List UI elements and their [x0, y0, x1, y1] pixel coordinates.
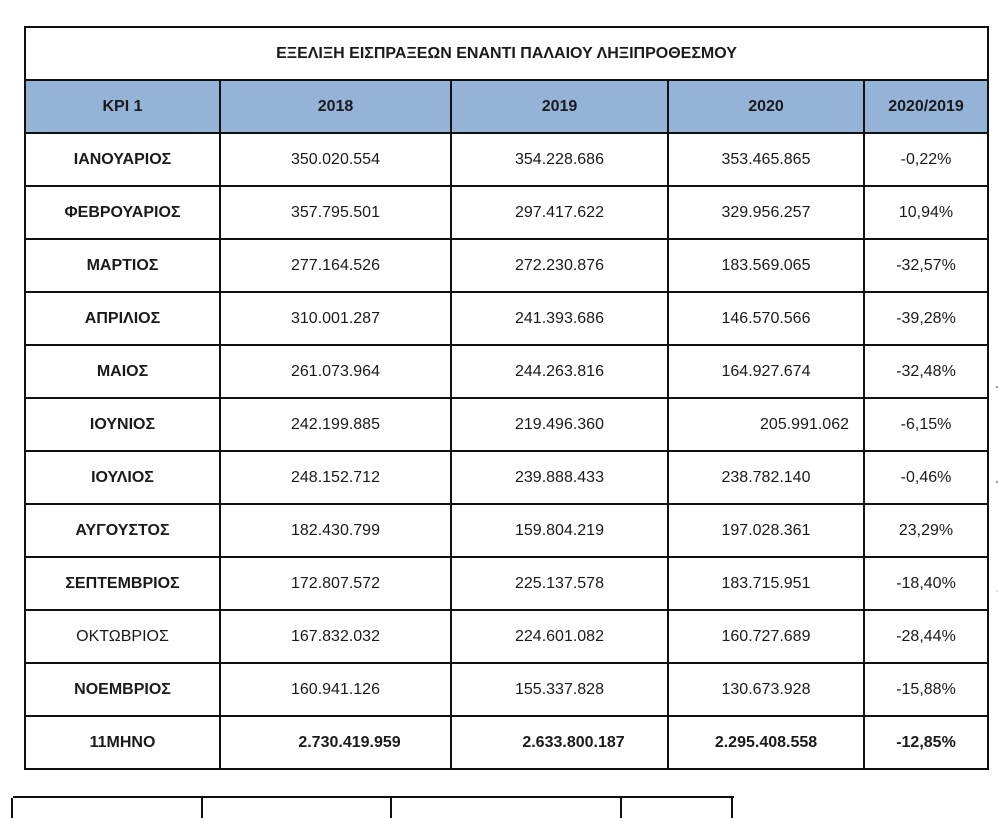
value-2018: 182.430.799	[220, 504, 451, 557]
month-label: ΙΟΥΝΙΟΣ	[25, 398, 220, 451]
table-row	[25, 610, 988, 663]
total-2020: 2.295.408.558	[668, 716, 864, 769]
value-change: -32,57%	[864, 239, 988, 292]
total-label: 11ΜΗΝΟ	[25, 716, 220, 769]
value-2018: 277.164.526	[220, 239, 451, 292]
value-2020: 353.465.865	[668, 133, 864, 186]
title-row	[25, 27, 988, 80]
value-change: -0,46%	[864, 451, 988, 504]
month-label: ΟΚΤΩΒΡΙΟΣ	[25, 610, 220, 663]
divider	[731, 798, 733, 818]
value-2020: 197.028.361	[668, 504, 864, 557]
table-row	[25, 292, 988, 345]
table-row	[25, 663, 988, 716]
header-2020: 2020	[668, 80, 864, 133]
value-change: -0,22%	[864, 133, 988, 186]
collections-table	[24, 26, 989, 770]
total-2019: 2.633.800.187	[451, 716, 668, 769]
value-2019: 244.263.816	[451, 345, 668, 398]
table-title: ΕΞΕΛΙΞΗ ΕΙΣΠΡΑΞΕΩΝ ΕΝΑΝΤΙ ΠΑΛΑΙΟΥ ΛΗΞΙΠΡΟΘΕΣΜΟΥ	[25, 27, 988, 80]
total-change: -12,85%	[864, 716, 988, 769]
month-label: ΑΥΓΟΥΣΤΟΣ	[25, 504, 220, 557]
value-2018: 242.199.885	[220, 398, 451, 451]
value-2018: 172.807.572	[220, 557, 451, 610]
header-kpi: KPI 1	[25, 80, 220, 133]
table-row	[25, 345, 988, 398]
value-2019: 219.496.360	[451, 398, 668, 451]
table-row	[25, 239, 988, 292]
value-change: -15,88%	[864, 663, 988, 716]
header-row	[25, 80, 988, 133]
value-2019: 297.417.622	[451, 186, 668, 239]
value-2020: 160.727.689	[668, 610, 864, 663]
table-row	[25, 186, 988, 239]
month-label: ΣΕΠΤΕΜΒΡΙΟΣ	[25, 557, 220, 610]
header-2018: 2018	[220, 80, 451, 133]
table-row	[25, 504, 988, 557]
value-2019: 155.337.828	[451, 663, 668, 716]
table-row	[25, 398, 988, 451]
value-2020: 183.715.951	[668, 557, 864, 610]
month-label: ΝΟΕΜΒΡΙΟΣ	[25, 663, 220, 716]
table-row	[25, 451, 988, 504]
value-2020: 183.569.065	[668, 239, 864, 292]
divider	[390, 798, 392, 818]
value-change: -28,44%	[864, 610, 988, 663]
value-change: -6,15%	[864, 398, 988, 451]
value-2018: 357.795.501	[220, 186, 451, 239]
divider	[620, 798, 622, 818]
value-change: -39,28%	[864, 292, 988, 345]
value-2019: 272.230.876	[451, 239, 668, 292]
month-label: ΦΕΒΡΟΥΑΡΙΟΣ	[25, 186, 220, 239]
month-label: ΑΠΡΙΛΙΟΣ	[25, 292, 220, 345]
value-2018: 167.832.032	[220, 610, 451, 663]
value-2020: 164.927.674	[668, 345, 864, 398]
value-2020: 238.782.140	[668, 451, 864, 504]
value-2019: 224.601.082	[451, 610, 668, 663]
divider	[201, 798, 203, 818]
header-change: 2020/2019	[864, 80, 988, 133]
value-change: 10,94%	[864, 186, 988, 239]
table-row	[25, 133, 988, 186]
value-2019: 239.888.433	[451, 451, 668, 504]
value-2018: 310.001.287	[220, 292, 451, 345]
value-2020: 205.991.062	[668, 398, 864, 451]
value-2018: 160.941.126	[220, 663, 451, 716]
month-label: ΜΑΡΤΙΟΣ	[25, 239, 220, 292]
month-label: ΜΑΙΟΣ	[25, 345, 220, 398]
value-change: 23,29%	[864, 504, 988, 557]
next-table-edge	[13, 796, 734, 818]
value-change: -18,40%	[864, 557, 988, 610]
total-2018: 2.730.419.959	[220, 716, 451, 769]
value-2018: 248.152.712	[220, 451, 451, 504]
value-2018: 261.073.964	[220, 345, 451, 398]
value-2019: 241.393.686	[451, 292, 668, 345]
total-row	[25, 716, 988, 769]
value-2019: 225.137.578	[451, 557, 668, 610]
value-2018: 350.020.554	[220, 133, 451, 186]
value-2019: 354.228.686	[451, 133, 668, 186]
value-2020: 329.956.257	[668, 186, 864, 239]
month-label: ΙΟΥΛΙΟΣ	[25, 451, 220, 504]
divider	[11, 798, 13, 818]
value-2020: 146.570.566	[668, 292, 864, 345]
value-change: -32,48%	[864, 345, 988, 398]
value-2020: 130.673.928	[668, 663, 864, 716]
month-label: ΙΑΝΟΥΑΡΙΟΣ	[25, 133, 220, 186]
table-row	[25, 557, 988, 610]
value-2019: 159.804.219	[451, 504, 668, 557]
header-2019: 2019	[451, 80, 668, 133]
